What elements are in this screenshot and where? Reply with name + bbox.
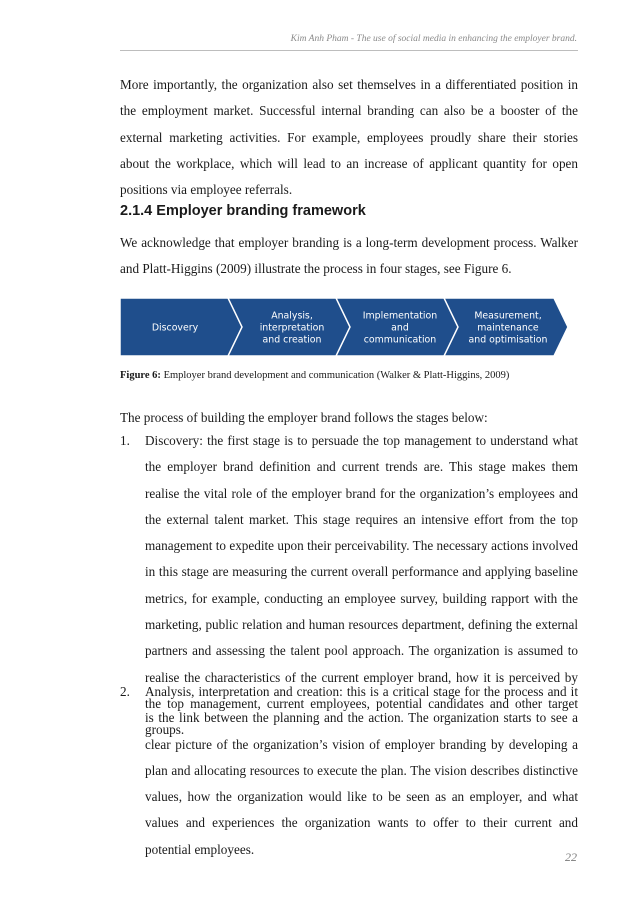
figure-caption-label: Figure 6:	[120, 370, 161, 381]
list-item-number: 2.	[120, 684, 130, 699]
process-stage-3-label: communication	[363, 334, 437, 346]
list-item-number: 1.	[120, 433, 130, 448]
header-divider	[120, 50, 578, 51]
intro-paragraph: More importantly, the organization also set themselves in a differentiated position in the employment market. Successful internal branding can also be a booster of the external marketing activities. For example, employees proudly share their stories about the workplace, which will lead to an increase of applicant quantity for open positions via employee referrals.	[120, 77, 578, 198]
employer-branding-process-diagram	[120, 298, 572, 356]
process-stage-2-label: interpretation	[259, 322, 325, 334]
list-item	[120, 679, 578, 863]
running-header: Kim Anh Pham - The use of social media in enhancing the employer brand.	[290, 34, 577, 44]
process-stage-3-label: and	[391, 322, 409, 334]
process-stage-4-label: Measurement,	[474, 310, 542, 322]
chevron-diagram	[120, 298, 572, 356]
process-stage-2-label: and creation	[262, 334, 322, 346]
process-stage-4-label: and optimisation	[468, 334, 548, 346]
list-item-text: Discovery: the first stage is to persuade the top management to understand what the employer brand definition and current trends are. This stage makes them realise the vital role of the employer brand for the organization’s employees and the external talent market. This stage requires an intensive effort from the top management to expedite upon their perceivability. The necessary actions involved in this stage are measuring the current overall performance and applying baseline metrics, for example, conducting an employee survey, building rapport with the marketing, public relation and human resources department, defining the external partners and assessing the talent pool approach. The organization is assumed to realise the characteristics of the current employer brand, how it is perceived by the top management, current employees, potential candidates and other target groups.	[145, 433, 578, 738]
process-stage-4-label: maintenance	[477, 322, 539, 334]
process-stage-3-label: Implementation	[362, 310, 438, 322]
list-item-text: Analysis, interpretation and creation: this is a critical stage for the process and it is the link between the planning and the action. The organization starts to see a clear picture of the organization’s vision of employer branding by developing a plan and allocating resources to execute the plan. The vision describes distinctive values, how the organization would like to be seen as an employer, and what values and experiences the organization wants to offer to their current and potential employees.	[145, 684, 578, 857]
section-paragraph: We acknowledge that employer branding is a long-term development process. Walker and Platt-Higgins (2009) illustrate the process in four stages, see Figure 6.	[120, 235, 578, 277]
figure-caption	[120, 370, 580, 381]
process-stage-2-label: Analysis,	[271, 310, 313, 322]
process-intro: The process of building the employer brand follows the stages below:	[120, 410, 488, 425]
section-heading: 2.1.4 Employer branding framework	[120, 203, 366, 219]
figure-caption-text: Employer brand development and communication (Walker & Platt-Higgins, 2009)	[160, 370, 510, 381]
process-stage-1-label: Discovery	[151, 322, 199, 334]
page-number: 22	[565, 850, 577, 864]
